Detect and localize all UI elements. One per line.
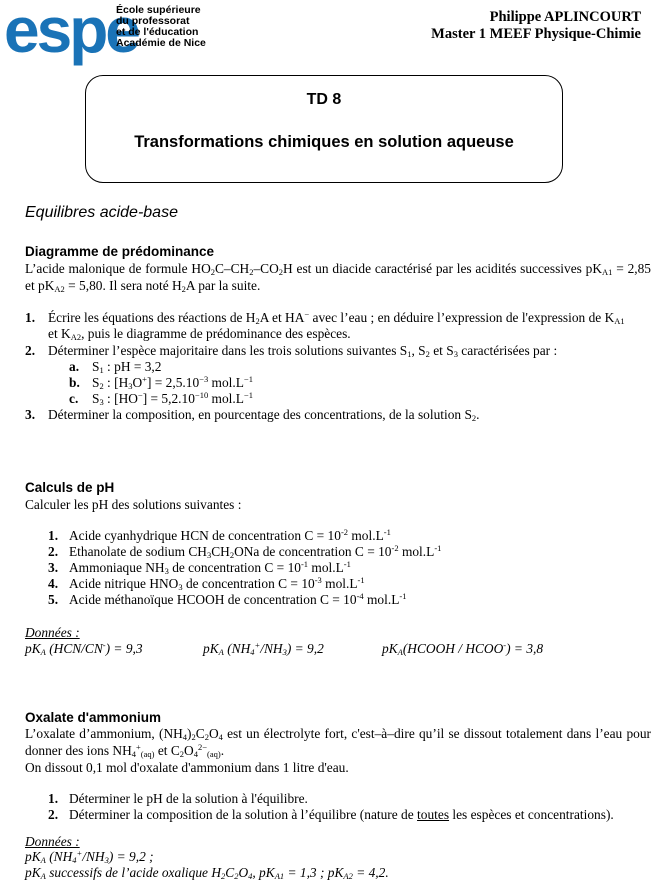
- espe-logo-text: École supérieure du professorat et de l'éducation Académie de Nice: [116, 4, 206, 49]
- td-number: TD 8: [306, 91, 342, 108]
- oxalate-pka-oxalic: $pK_A$ successifs de l’acide oxalique $H_2C_2O_4$, $pK_{A1} = 1,3$ ; $pK_{A2} = 4,2$.: [25, 865, 389, 881]
- heading-oxalate: Oxalate d'ammonium: [25, 710, 161, 725]
- oxalate-data-label: Données :: [25, 834, 80, 849]
- sub-a: a. $S_1$ : pH = 3,2: [69, 359, 162, 375]
- question-3: 3. Déterminer la composition, en pourcentage des concentrations, de la solution $S_2$.: [25, 407, 480, 423]
- title-box: [85, 75, 563, 183]
- ph-item-1: 1. Acide cyanhydrique HCN de concentration $C = 10^{-2}$ $mol.L^{-1}$: [48, 527, 391, 543]
- heading-ph: Calculs de pH: [25, 480, 115, 495]
- oxalate-q1: 1. Déterminer le pH de la solution à l'équilibre.: [48, 791, 308, 806]
- sub-c: c. $S_3$ : $[HO^-] = 5,2.10^{-10}$ $mol.L^{-1}$: [69, 390, 253, 407]
- oxalate-intro: L’oxalate d’ammonium, $(NH_4)_2C_2O_4$ est un électrolyte fort, c'est–à–dire qu’il se dissout totalement dans l’eau pour donner des ions $NH_4^+_{(aq)}$ et $C_2O_4^{2-}_{(aq)}$.: [25, 726, 651, 759]
- ph-intro: Calculer les pH des solutions suivantes :: [25, 497, 242, 512]
- ph-item-3: 3. Ammoniaque $NH_3$ de concentration $C = 10^{-1}$ $mol.L^{-1}$: [48, 559, 351, 576]
- ph-data-label: Données :: [25, 625, 80, 640]
- ph-item-5: 5. Acide méthanoïque HCOOH de concentration $C = 10^{-4}$ $mol.L^{-1}$: [48, 591, 407, 607]
- intro-malonic: L’acide malonique de formule $HO_2C-CH_2-CO_2H$ est un diacide caractérisé par les acidités successives $pK_{A1} = 2,85$ et $pK_{A2} = 5,80$. Il sera noté $H_2A$ par la suite.: [25, 261, 651, 294]
- question-1: 1. Écrire les équations des réactions de $H_2A$ et HA− avec l’eau ; en déduire l’expression de l'expression de $K_{A1}$ et $K_{A2}$, puis le diagramme de prédominance des espèces.: [25, 309, 625, 342]
- ph-item-2: 2. Ethanolate de sodium $CH_3CH_2ONa$ de concentration $C = 10^{-2}$ $mol.L^{-1}$: [48, 543, 442, 560]
- pka-nh4: $pK_A$ $(NH_4^+/NH_3) = 9,2$: [203, 640, 324, 657]
- espe-logo: espe: [4, 0, 138, 66]
- author-block: [431, 9, 641, 43]
- oxalate-q2: 2. Déterminer la composition de la solution à l’équilibre (nature de toutes les espèces et concentrations).: [48, 807, 614, 822]
- course-name: Master 1 MEEF Physique-Chimie: [431, 26, 641, 42]
- author-name: Philippe APLINCOURT: [489, 9, 641, 25]
- sub-b: b. $S_2$ : $[H_3O^+] = 2,5.10^{-3}$ $mol.L^{-1}$: [69, 374, 253, 391]
- ph-item-4: 4. Acide nitrique $HNO_3$ de concentration $C = 10^{-3}$ $mol.L^{-1}$: [48, 575, 365, 592]
- oxalate-dissolution: On dissout 0,1 mol d'oxalate d'ammonium dans 1 litre d'eau.: [25, 760, 349, 775]
- oxalate-pka-nh4: $pK_A$ $(NH_4^+/NH_3) = 9,2$ ;: [25, 848, 154, 865]
- pka-hcn: $pK_A$ (HCN/CN-) = 9,3: [25, 640, 143, 657]
- pka-hcooh: $pK_A(HCOOH$ / HCOO-) = 3,8: [382, 640, 544, 657]
- heading-predominance: Diagramme de prédominance: [25, 244, 215, 259]
- section-title: Equilibres acide-base: [25, 204, 178, 221]
- question-2: 2. Déterminer l’espèce majoritaire dans les trois solutions suivantes $S_1$, $S_2$ et $S_3$ caractérisées par :: [25, 343, 558, 359]
- td-title: Transformations chimiques en solution aqueuse: [134, 133, 514, 151]
